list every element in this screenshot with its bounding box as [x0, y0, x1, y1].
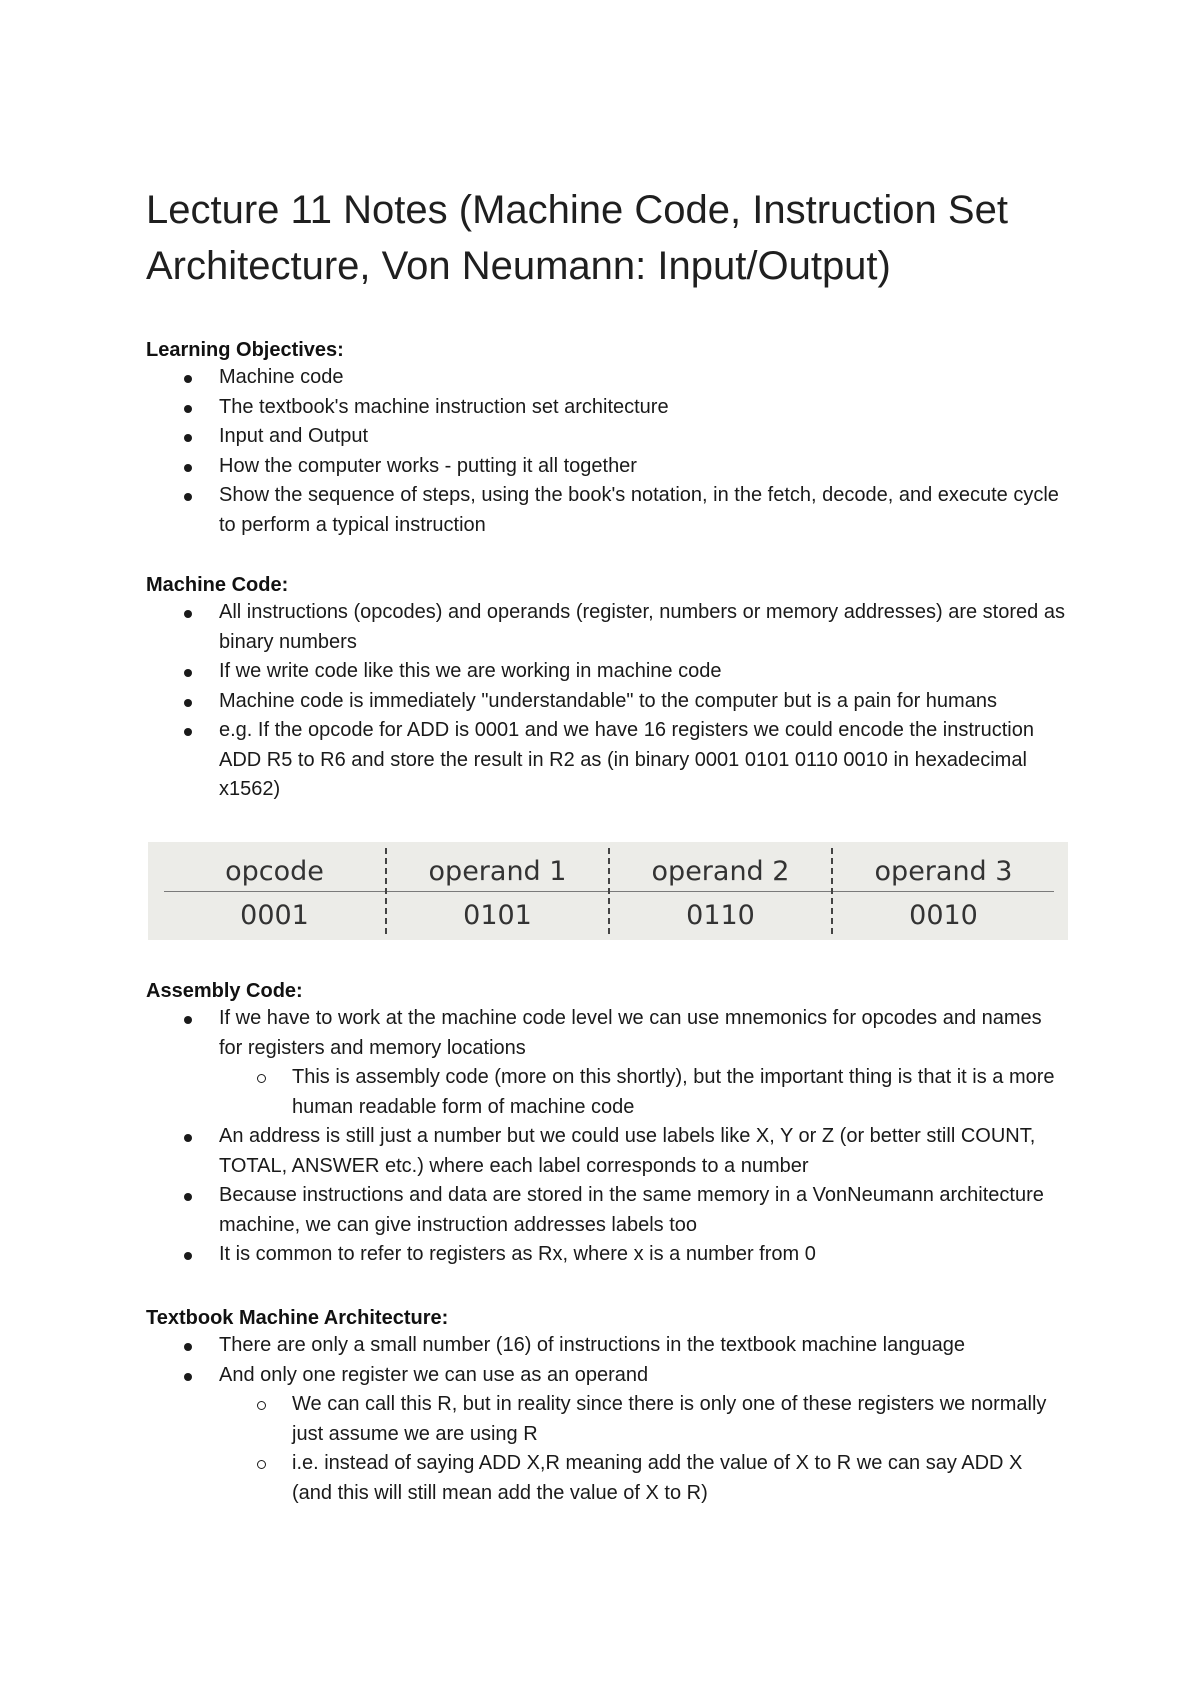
- list-item-text: Machine code: [219, 366, 344, 388]
- bullet-icon: [184, 1373, 192, 1381]
- sub-list: [219, 1063, 1066, 1122]
- bullet-icon: [184, 1134, 192, 1142]
- list-item-text: And only one register we can use as an operand: [219, 1363, 649, 1386]
- bullet-icon: [184, 728, 192, 736]
- hollow-bullet-icon: [257, 1401, 266, 1410]
- figure-column-operand-2: [608, 848, 831, 934]
- bullet-icon: [184, 1252, 192, 1260]
- sub-list-item-text: This is assembly code (more on this shortly), but the important thing is that it is a more human readable form of machine code: [292, 1066, 1055, 1118]
- figure-header: operand 3: [874, 856, 1013, 887]
- list-item-text: There are only a small number (16) of instructions in the textbook machine language: [219, 1334, 965, 1356]
- sub-list-item: [219, 1390, 1066, 1449]
- bullet-icon: [184, 1016, 192, 1024]
- figure-value: 0001: [240, 900, 309, 931]
- bullet-icon: [184, 493, 192, 501]
- list-item: [146, 1331, 1066, 1361]
- list-item: [146, 687, 1066, 717]
- bullet-icon: [184, 464, 192, 472]
- list-item: [146, 481, 1066, 540]
- hollow-bullet-icon: [257, 1074, 266, 1083]
- hollow-bullet-icon: [257, 1460, 266, 1469]
- sub-list-item-text: i.e. instead of saying ADD X,R meaning add the value of X to R we can say ADD X (and this will still mean add the value of X to R): [292, 1452, 1023, 1504]
- figure-value: 0010: [909, 900, 978, 931]
- figure-header: opcode: [225, 856, 324, 887]
- objectives-heading: Learning Objectives:: [146, 339, 344, 361]
- machine-code-list: [146, 598, 1066, 805]
- bullet-icon: [184, 1343, 192, 1351]
- machine-code-heading: Machine Code:: [146, 574, 289, 596]
- list-item: [146, 1004, 1066, 1122]
- list-item: [146, 1240, 1066, 1270]
- figure-value: 0101: [463, 900, 532, 931]
- list-item-text: Machine code is immediately "understandable" to the computer but is a pain for humans: [219, 689, 997, 712]
- figure-column-opcode: [164, 842, 385, 940]
- objectives-list: [146, 363, 1066, 540]
- list-item-text: An address is still just a number but we could use labels like X, Y or Z (or better still COUNT, TOTAL, ANSWER etc.) where each label corresponds to a number: [219, 1125, 1036, 1177]
- figure-grid: [164, 842, 1054, 940]
- list-item: [146, 1361, 1066, 1509]
- bullet-icon: [184, 434, 192, 442]
- instruction-encoding-figure: [148, 842, 1068, 940]
- bullet-icon: [184, 1193, 192, 1201]
- list-item-text: e.g. If the opcode for ADD is 0001 and we have 16 registers we could encode the instruction ADD R5 to R6 and store the result in R2 as (in binary 0001 0101 0110 0010 in hexadecimal x1562): [219, 719, 1034, 800]
- assembly-list: [146, 1004, 1066, 1270]
- list-item-text: How the computer works - putting it all together: [219, 454, 637, 477]
- textbook-architecture-heading: Textbook Machine Architecture:: [146, 1307, 449, 1329]
- list-item-text: Because instructions and data are stored in the same memory in a VonNeumann architecture machine, we can give instruction addresses labels too: [219, 1184, 1044, 1236]
- list-item-text: The textbook's machine instruction set architecture: [219, 395, 669, 418]
- list-item: [146, 716, 1066, 805]
- bullet-icon: [184, 610, 192, 618]
- figure-column-operand-1: [385, 848, 608, 934]
- sub-list-item: [219, 1063, 1066, 1122]
- figure-value: 0110: [686, 900, 755, 931]
- bullet-icon: [184, 375, 192, 383]
- list-item: [146, 598, 1066, 657]
- list-item-text: If we have to work at the machine code level we can use mnemonics for opcodes and names for registers and memory locations: [219, 1007, 1042, 1059]
- list-item: [146, 393, 1066, 423]
- list-item: [146, 363, 1066, 393]
- list-item-text: All instructions (opcodes) and operands (register, numbers or memory addresses) are stored as binary numbers: [219, 601, 1065, 653]
- figure-header: operand 1: [428, 856, 567, 887]
- list-item-text: Show the sequence of steps, using the book's notation, in the fetch, decode, and execute cycle to perform a typical instruction: [219, 484, 1059, 536]
- assembly-heading: Assembly Code:: [146, 980, 303, 1002]
- bullet-icon: [184, 699, 192, 707]
- list-item: [146, 1122, 1066, 1181]
- list-item-text: If we write code like this we are working in machine code: [219, 660, 722, 682]
- figure-header: operand 2: [651, 856, 790, 887]
- bullet-icon: [184, 405, 192, 413]
- sub-list: [219, 1390, 1066, 1508]
- page-title: Lecture 11 Notes (Machine Code, Instruction Set Architecture, Von Neumann: Input/Output): [146, 188, 1008, 288]
- figure-column-operand-3: [831, 848, 1054, 934]
- sub-list-item-text: We can call this R, but in reality since there is only one of these registers we normally just assume we are using R: [292, 1393, 1047, 1445]
- list-item: [146, 452, 1066, 482]
- list-item-text: It is common to refer to registers as Rx, where x is a number from 0: [219, 1243, 816, 1265]
- sub-list-item: [219, 1449, 1066, 1508]
- list-item: [146, 1181, 1066, 1240]
- textbook-architecture-list: [146, 1331, 1066, 1508]
- bullet-icon: [184, 669, 192, 677]
- list-item-text: Input and Output: [219, 425, 369, 447]
- list-item: [146, 657, 1066, 687]
- list-item: [146, 422, 1066, 452]
